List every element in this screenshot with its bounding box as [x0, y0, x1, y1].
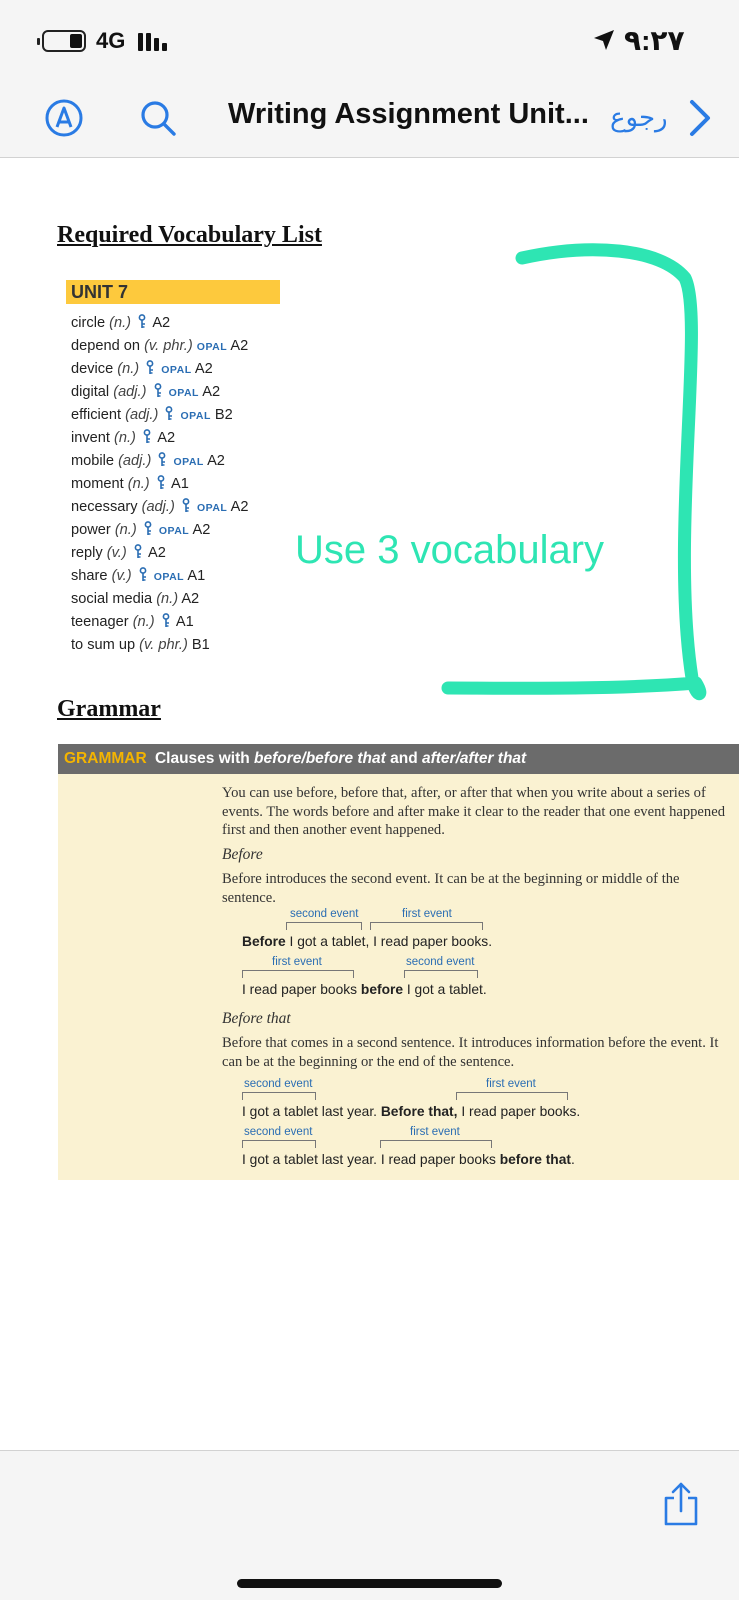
key-icon — [142, 429, 152, 444]
event-label: first event — [402, 908, 452, 920]
vocab-word: to sum up — [71, 637, 136, 653]
vocab-word: circle — [71, 315, 106, 331]
event-label: second event — [290, 908, 359, 920]
vocab-word: necessary — [71, 499, 138, 515]
vocab-pos: (n.) — [114, 522, 137, 538]
vocab-pos: (n.) — [114, 430, 136, 446]
key-icon — [145, 360, 155, 375]
event-label: first event — [272, 956, 322, 968]
example-text: . — [571, 1152, 575, 1167]
vocabulary-item — [71, 634, 248, 657]
vocab-level: B1 — [191, 637, 210, 653]
vocab-level: A2 — [207, 453, 225, 469]
event-brace — [404, 970, 478, 978]
vocab-word: power — [71, 522, 111, 538]
vocab-level: A1 — [175, 614, 194, 630]
key-icon — [138, 567, 148, 582]
vocab-level: A2 — [230, 499, 249, 515]
opal-badge: OPAL — [196, 341, 228, 353]
example-text: I got a tablet. — [403, 982, 487, 997]
vocabulary-list — [71, 312, 248, 657]
vocab-pos: (n.) — [109, 315, 132, 331]
vocab-level: A2 — [181, 591, 200, 607]
vocab-word: depend on — [71, 338, 140, 354]
key-icon — [137, 314, 147, 329]
example-bold: before — [360, 982, 404, 997]
markup-icon[interactable] — [44, 98, 84, 138]
vocab-level: A2 — [152, 315, 171, 331]
vocabulary-item — [71, 358, 248, 381]
vocab-pos: (adj.) — [118, 453, 152, 469]
vocabulary-item — [71, 542, 248, 565]
vocab-level: A2 — [230, 338, 249, 354]
vocab-pos: (adj.) — [141, 499, 175, 515]
share-icon[interactable] — [662, 1481, 700, 1527]
location-arrow-icon — [592, 28, 616, 52]
example-bold: Before that, — [380, 1104, 458, 1119]
vocab-pos: (adj.) — [113, 384, 147, 400]
vocab-word: reply — [71, 545, 103, 561]
example-text: I got a tablet last year. — [242, 1104, 381, 1119]
vocab-level: A2 — [194, 361, 213, 377]
chevron-right-icon[interactable] — [686, 98, 714, 138]
vocab-level: B2 — [214, 407, 233, 423]
key-icon — [181, 498, 191, 513]
grammar-box — [58, 744, 739, 1180]
handwritten-bracket-stroke — [440, 238, 739, 708]
grammar-title-prefix: Clauses with — [154, 750, 250, 767]
vocab-pos: (v. phr.) — [144, 338, 193, 354]
vocabulary-item — [71, 427, 248, 450]
vocabulary-box — [64, 278, 294, 823]
vocab-pos: (n.) — [117, 361, 140, 377]
event-label: second event — [244, 1126, 313, 1138]
battery-icon — [42, 30, 86, 52]
example-text: I read paper books. — [457, 1104, 581, 1119]
opal-badge: OPAL — [158, 525, 190, 537]
vocabulary-item — [71, 565, 248, 588]
vocab-word: teenager — [71, 614, 129, 630]
vocab-pos: (v.) — [106, 545, 127, 561]
example-bold: Before — [242, 934, 286, 949]
key-icon — [164, 406, 174, 421]
example-sentence-1 — [242, 934, 492, 949]
event-brace — [370, 922, 483, 930]
vocab-level: A2 — [192, 522, 211, 538]
back-button-label[interactable]: رجوع — [610, 102, 668, 132]
unit-banner: UNIT 7 — [66, 280, 280, 304]
vocab-pos: (n.) — [156, 591, 179, 607]
before-that-heading: Before that — [222, 1010, 291, 1027]
example-sentence-2 — [242, 982, 487, 997]
key-icon — [156, 475, 166, 490]
example-text: I got a tablet, I read paper books. — [285, 934, 493, 949]
search-icon[interactable] — [138, 98, 178, 138]
vocab-word: device — [71, 361, 114, 377]
grammar-header — [58, 744, 739, 774]
vocab-pos: (n.) — [132, 614, 155, 630]
vocab-level: A1 — [187, 568, 206, 584]
vocab-level: A2 — [157, 430, 176, 446]
grammar-title-italic: before/before that — [254, 750, 386, 767]
event-brace — [456, 1092, 568, 1100]
key-icon — [161, 613, 171, 628]
event-label: second event — [406, 956, 475, 968]
vocabulary-item — [71, 404, 248, 427]
status-time: ٩:٢٧ — [624, 25, 685, 56]
vocab-pos: (n.) — [127, 476, 150, 492]
status-bar — [0, 0, 739, 80]
grammar-tag: GRAMMAR — [64, 750, 147, 767]
vocabulary-item — [71, 450, 248, 473]
vocab-word: digital — [71, 384, 110, 400]
grammar-title-mid: and — [390, 750, 418, 767]
bottom-toolbar — [0, 1450, 739, 1600]
vocab-level: A2 — [148, 545, 166, 561]
event-brace — [380, 1140, 492, 1148]
vocab-word: invent — [71, 430, 110, 446]
key-icon — [143, 521, 153, 536]
key-icon — [153, 383, 163, 398]
vocabulary-item — [71, 381, 248, 404]
signal-icon — [138, 31, 172, 51]
event-brace — [242, 970, 354, 978]
before-heading: Before — [222, 846, 263, 863]
vocabulary-item — [71, 496, 248, 519]
network-label: 4G — [96, 28, 126, 53]
vocabulary-item — [71, 312, 248, 335]
event-label: first event — [410, 1126, 460, 1138]
example-text: I read paper books — [242, 982, 361, 997]
annotation-text: Use 3 vocabulary — [295, 528, 605, 572]
vocab-word: mobile — [71, 453, 114, 469]
vocabulary-item — [71, 473, 248, 496]
before-text: Before introduces the second event. It can be at the beginning or middle of the sentence. — [222, 871, 680, 906]
vocab-pos: (v.) — [111, 568, 132, 584]
vocabulary-item — [71, 588, 248, 611]
vocabulary-heading: Required Vocabulary List — [57, 222, 322, 248]
vocab-pos: (v. phr.) — [139, 637, 188, 653]
vocab-level: A2 — [202, 384, 221, 400]
grammar-intro: You can use before, before that, after, or after that when you write about a series of events. The words before and after make it clear to the reader that one event happened first and then another event happened. — [222, 785, 725, 838]
opal-badge: OPAL — [153, 571, 185, 583]
example-bold: before that — [499, 1152, 571, 1167]
event-brace — [286, 922, 362, 930]
event-label: first event — [486, 1078, 536, 1090]
grammar-title-italic-2: after/after that — [421, 750, 527, 767]
example-text: I got a tablet last year. I read paper books — [242, 1152, 500, 1167]
vocab-word: efficient — [71, 407, 122, 423]
vocab-word: moment — [71, 476, 124, 492]
event-brace — [242, 1092, 316, 1100]
example-sentence-3 — [242, 1104, 580, 1119]
opal-badge: OPAL — [196, 502, 228, 514]
home-indicator[interactable] — [237, 1579, 502, 1588]
opal-badge: OPAL — [168, 387, 199, 399]
opal-badge: OPAL — [173, 456, 204, 468]
opal-badge: OPAL — [180, 410, 211, 422]
vocab-level: A1 — [170, 476, 189, 492]
event-brace — [242, 1140, 316, 1148]
key-icon — [157, 452, 167, 467]
key-icon — [133, 544, 143, 559]
before-that-text: Before that comes in a second sentence. It introduces information before the event. It can be at the beginning or the end of the sentence. — [222, 1035, 719, 1070]
vocabulary-item — [71, 611, 248, 634]
vocab-word: share — [71, 568, 108, 584]
opal-badge: OPAL — [161, 364, 192, 376]
nav-bar — [0, 80, 739, 158]
vocabulary-item — [71, 335, 248, 358]
event-label: second event — [244, 1078, 313, 1090]
vocab-word: social media — [71, 591, 153, 607]
example-sentence-4 — [242, 1152, 575, 1167]
grammar-heading: Grammar — [57, 696, 161, 722]
vocabulary-item — [71, 519, 248, 542]
document-page[interactable] — [0, 158, 739, 1450]
document-title: Writing Assignment Unit... — [228, 98, 589, 130]
vocab-pos: (adj.) — [125, 407, 159, 423]
